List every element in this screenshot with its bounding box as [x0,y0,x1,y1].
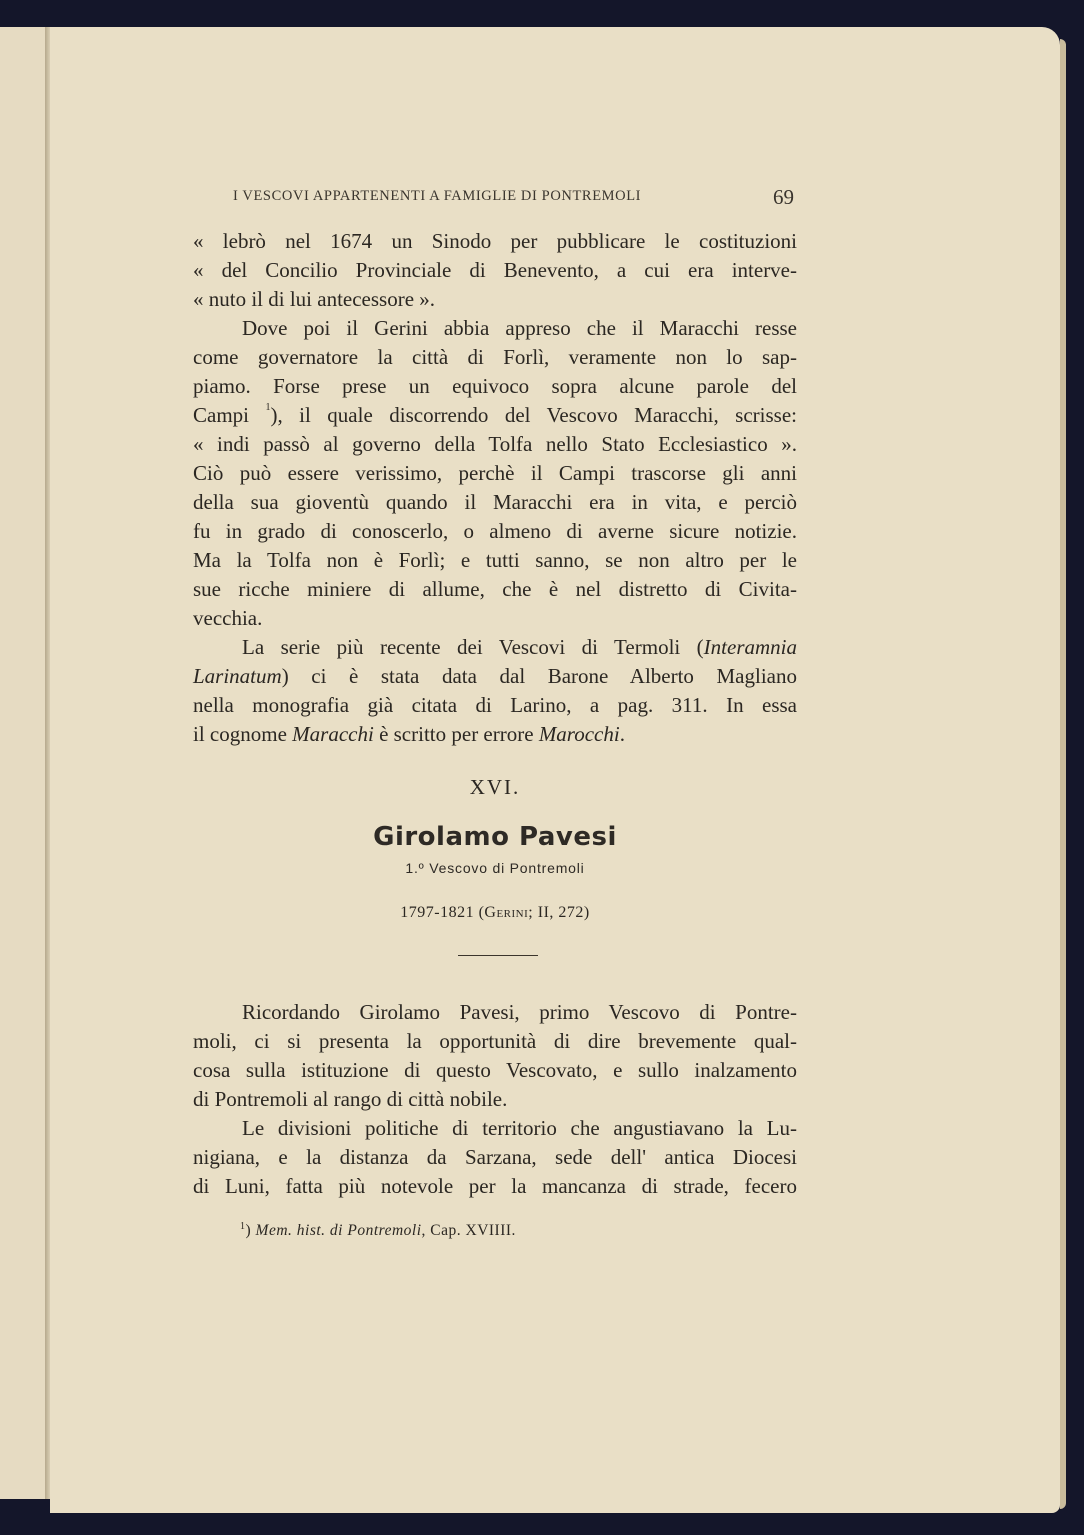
text-span: ) ci è stata data dal Barone Alberto Magliano [281,664,797,688]
text-line: nigiana, e la distanza da Sarzana, sede dell' antica Diocesi [193,1145,797,1169]
text-line: Ricordando Girolamo Pavesi, primo Vescovo di Pontre- [242,1000,797,1024]
text-line: di Pontremoli al rango di città nobile. [193,1087,508,1111]
page-stack-edge [1060,39,1066,1509]
page-number: 69 [773,185,794,209]
text-span: ), il quale discorrendo del Vescovo Maracchi, scrisse: [270,403,797,427]
text-span: ; II, 272) [528,904,590,921]
section-dates [193,904,797,922]
author-smallcaps: Gerini [484,904,529,921]
text-line [193,403,797,428]
text-line: piamo. Forse prese un equivoco sopra alcune parole del [193,374,797,398]
facing-page-edge [0,27,47,1499]
italic-name: Marocchi [538,722,620,746]
text-line: « del Concilio Provinciale di Benevento, a cui era interve- [193,258,797,282]
italic-title: Larinatum [193,664,282,688]
text-line: nella monografia già citata di Larino, a pag. 311. In essa [193,693,797,717]
text-line: moli, ci si presenta la opportunità di dire brevemente qual- [193,1029,797,1053]
section-title: Girolamo Pavesi [373,822,617,852]
text-span: , Cap. XVIIII. [421,1222,516,1239]
text-line: « lebrò nel 1674 un Sinodo per pubblicare le costituzioni [193,229,797,253]
text-line [193,664,797,689]
text-line [242,635,797,660]
text-span: . [619,722,625,746]
italic-title: Interamnia [703,635,797,659]
footnote-marker: 1 [240,1221,246,1232]
text-span: La serie più recente dei Vescovi di Termoli ( [242,635,704,659]
text-line: sue ricche miniere di allume, che è nel distretto di Civita- [193,577,797,601]
text-span: Campi [193,403,249,427]
text-line: fu in grado di conoscerlo, o almeno di averne sicure notizie. [193,519,797,543]
text-line: della sua gioventù quando il Maracchi era in vita, e perciò [193,490,797,514]
text-line: come governatore la città di Forlì, veramente non lo sap- [193,345,797,369]
text-line: Ma la Tolfa non è Forlì; e tutti sanno, se non altro per le [193,548,797,572]
section-subtitle: 1.º Vescovo di Pontremoli [405,860,585,876]
section-divider [458,955,538,956]
italic-name: Maracchi [292,722,374,746]
text-line: Ciò può essere verissimo, perchè il Campi trascorse gli anni [193,461,797,485]
text-line: Le divisioni politiche di territorio che angustiavano la Lu- [242,1116,797,1140]
text-line: cosa sulla istituzione di questo Vescovato, e sullo inalzamento [193,1058,797,1082]
running-header: I VESCOVI APPARTENENTI A FAMIGLIE DI PONTREMOLI [233,188,642,204]
text-span: 1797-1821 ( [400,904,485,921]
section-number: XVI. [469,775,521,799]
text-line: vecchia. [193,606,263,630]
text-line [193,722,797,747]
text-line: Dove poi il Gerini abbia appreso che il Maracchi resse [242,316,797,340]
footnote [240,1222,516,1240]
footnote-source-title: Mem. hist. di Pontremoli [255,1222,422,1239]
text-line: « nuto il di lui antecessore ». [193,287,436,311]
text-span: ) [245,1222,252,1239]
text-span: il cognome [193,722,293,746]
text-line: « indi passò al governo della Tolfa nello Stato Ecclesiastico ». [193,432,797,456]
footnote-ref: 1 [265,402,271,413]
text-line: di Luni, fatta più notevole per la mancanza di strade, fecero [193,1174,797,1198]
text-span: è scritto per errore [373,722,539,746]
